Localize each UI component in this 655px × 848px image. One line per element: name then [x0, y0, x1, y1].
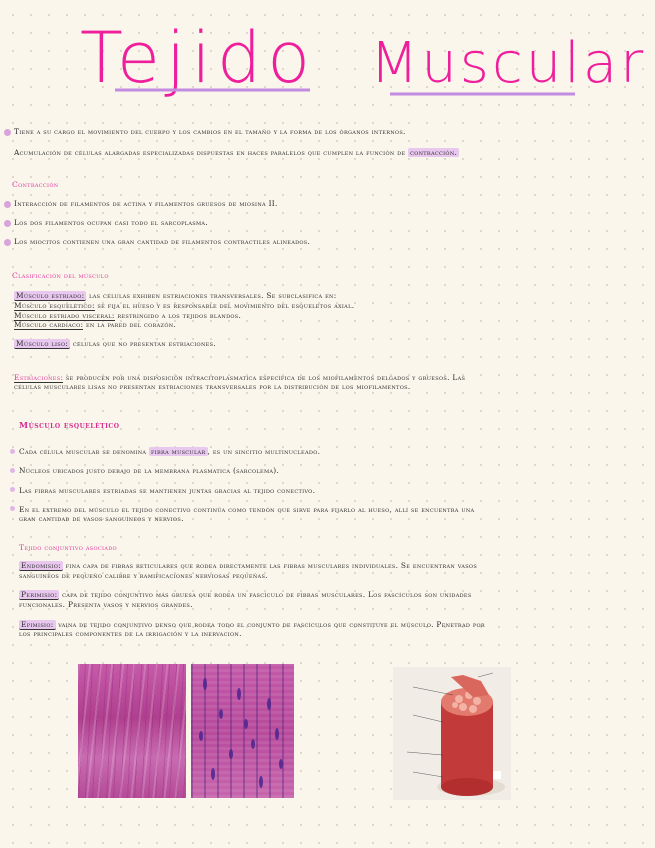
bullet-icon [4, 129, 11, 136]
intro-line-1: Tiene a su cargo el movimiento del cuerpo y los cambios en el tamaño y la forma de los órganos internos. [14, 127, 406, 136]
histology-image-nuclei [191, 664, 294, 798]
heading-musculo-esqueletico: Músculo esquelético [19, 420, 120, 430]
endomisio-line-1: Endomisio: fina capa de fibras reticulares que rodea directamente las fibras musculares individuales. Se encuentran vasos [21, 561, 478, 570]
intro-line-2: Acumulación de células alargadas especializadas dispuestas en haces paralelos que cumplen la función de contracción. [14, 148, 458, 157]
clasificacion-cardiaco: Músculo cardiaco: en la pared del corazón. [14, 320, 177, 329]
bullet-icon [4, 239, 11, 246]
heading-contraccion: Contracción [12, 180, 59, 189]
esqueletico-item-4-line-1: En el extremo del músculo el tejido conectivo continúa como tendón que sirve para fijarlo al hueso, allí se encuentra una [19, 505, 475, 514]
contraccion-item-3: Los miocitos contienen una gran cantidad de filamentos contractiles alineados. [14, 237, 311, 246]
perimisio-line-1: Perimisio: capa de tejido conjuntivo más gruesa que rodea un fascículo de fibras musculares. Los fascículos son unidades [21, 590, 472, 599]
page-title [60, 4, 647, 116]
epimisio-line-1: Epimisio: vaina de tejido conjuntivo denso que rodea todo el conjunto de fascículos que constituye el músculo. Penetrad por [21, 620, 485, 629]
clasificacion-esqueletico: Músculo esquelético: se fija el hueso y es responsable del movimiento del esqueletos axial. [14, 301, 355, 310]
heading-clasificacion: Clasificación del músculo [12, 271, 109, 280]
heading-tejido-conjuntivo: Tejido conjuntivo asociado [19, 543, 117, 552]
clasificacion-visceral: Músculo estriado visceral: restringido a los tejidos blandos. [14, 311, 242, 320]
perimisio-line-2: funcionales. Presenta vasos y nervios grandes. [19, 600, 193, 609]
clasificacion-estriado: Músculo estriado: las células exhiben estriaciones transversales. Se subclasifica en: [16, 291, 337, 300]
estriaciones-line-2: células musculares lisas no presentan estriaciones transversales por la distribución de los miofilamentos. [14, 382, 411, 391]
esqueletico-item-2: Núcleos ubicados justo debajo de la membrana plasmatica (sarcolema). [19, 466, 280, 475]
bullet-icon [10, 506, 15, 511]
muscle-cross-section-icon [393, 667, 511, 800]
esqueletico-item-4-line-2: gran cantidad de vasos sanguíneos y nervios. [19, 514, 184, 523]
nuclei-overlay [191, 664, 294, 798]
highlight-contraccion: contracción. [410, 148, 458, 157]
bullet-icon [10, 468, 15, 473]
contraccion-item-1: Interacción de filamentos de actina y filamentos gruesos de miosina II. [14, 199, 278, 208]
histology-image-longitudinal [78, 664, 186, 798]
endomisio-line-2: sanguíneos de pequeño calibre y ramificaciones nerviosas pequeñas. [19, 571, 268, 580]
clasificacion-liso: Músculo liso: células que no presentan estriaciones. [16, 339, 216, 348]
esqueletico-item-3: Las fibras musculares estriadas se mantienen juntas gracias al tejido conectivo. [19, 486, 316, 495]
bullet-icon [4, 201, 11, 208]
title-word-tejido: Tejido [80, 17, 317, 99]
bullet-icon [10, 487, 15, 492]
epimisio-line-2: los principales componentes de la irrigación y la inervacion. [19, 629, 242, 638]
bullet-icon [4, 220, 11, 227]
title-word-muscular: Muscular [370, 31, 647, 96]
esqueletico-item-1: Cada célula muscular se denomina fibra muscular , es un sincitio multinucleado. [19, 447, 321, 456]
muscle-anatomy-diagram [393, 667, 511, 800]
bullet-icon [10, 449, 15, 454]
estriaciones-line-1: Estriaciones: se producen por una disposición intracitoplasmatica específica de los miofilamentos delgados y gruesos. Las [14, 373, 466, 382]
contraccion-item-2: Los dos filamentos ocupan casi todo el sarcoplasma. [14, 218, 208, 227]
